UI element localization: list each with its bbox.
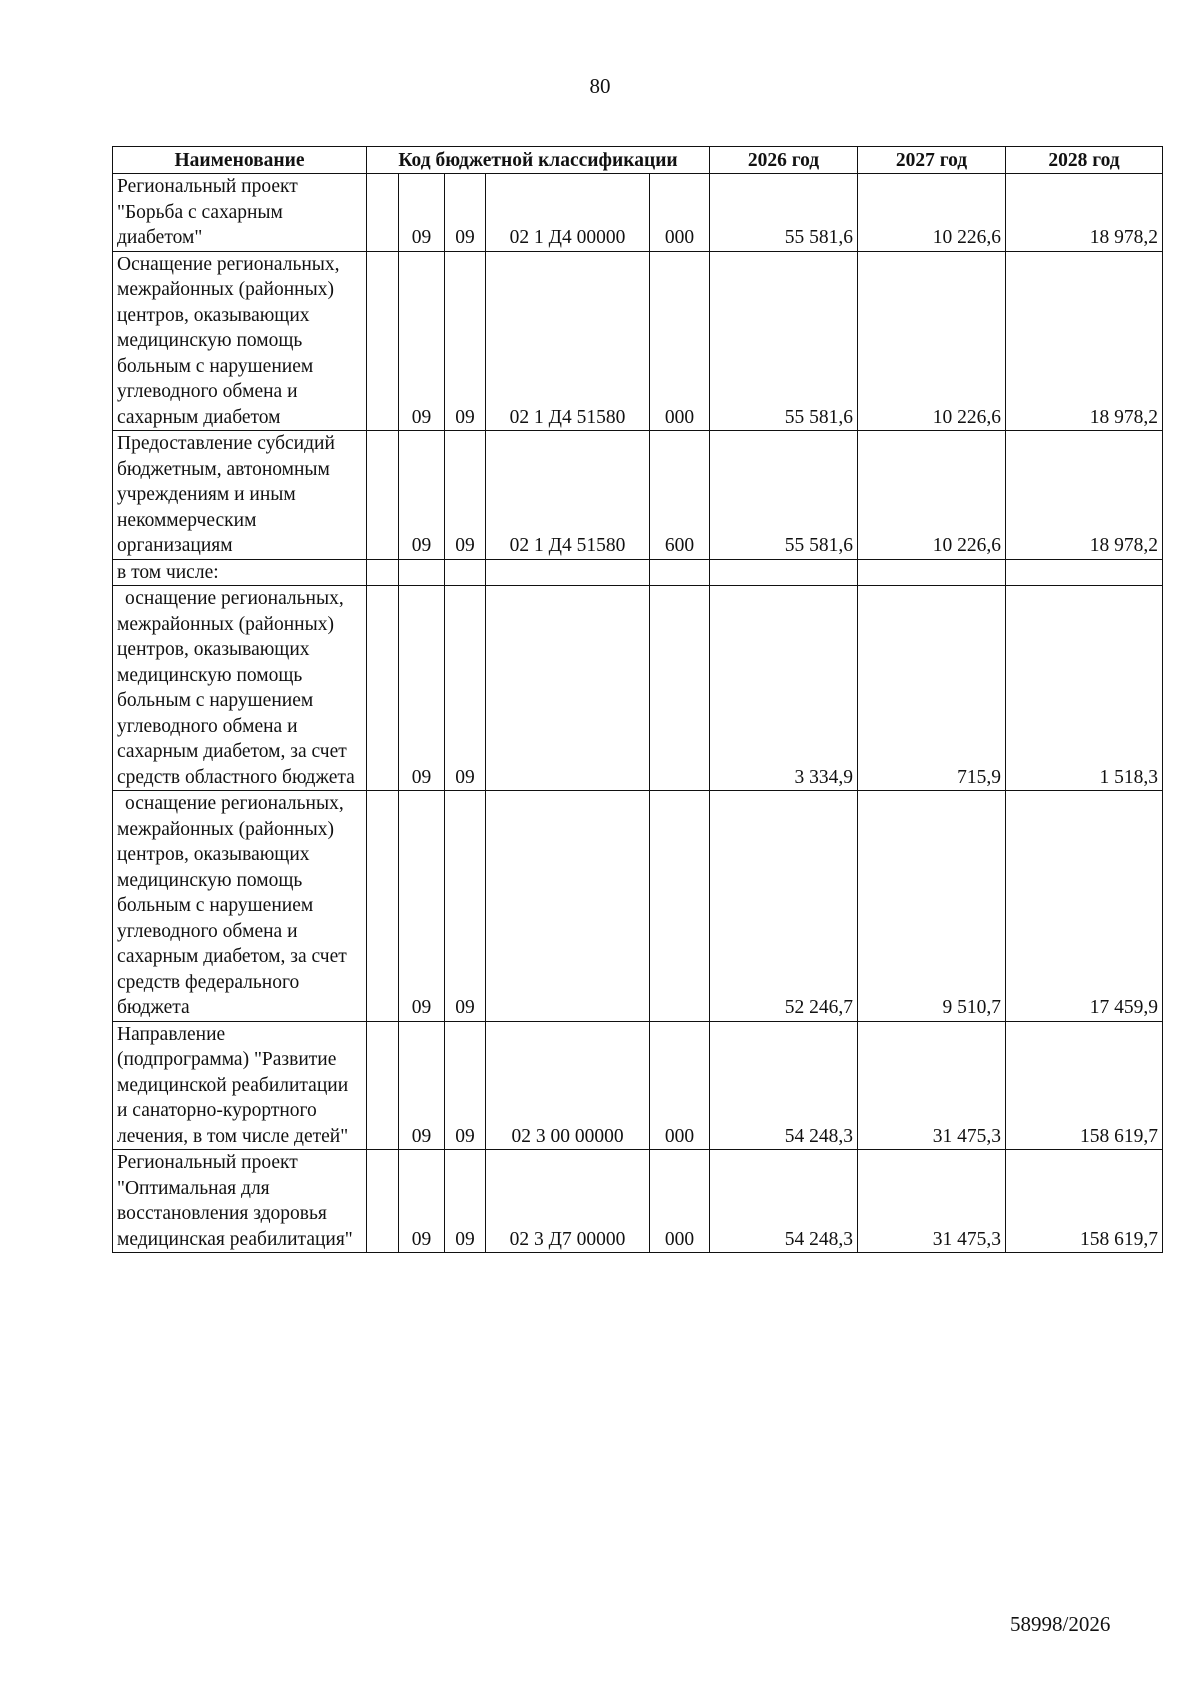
code-cell-1	[367, 174, 399, 252]
table-row	[113, 174, 1163, 252]
row-name-cell: оснащение региональных, межрайонных (районных) центров, оказывающих медицинскую помощь больным с нарушением углеводного обмена и сахарным диабетом, за счет средств областного бюджета	[113, 586, 367, 791]
code-cell-1	[367, 559, 399, 586]
code-cell-subsection: 09	[445, 1021, 486, 1150]
code-cell-target: 02 1 Д4 51580	[486, 431, 650, 560]
code-cell-section	[399, 559, 445, 586]
value-2026-cell	[710, 559, 858, 586]
table-row	[113, 791, 1163, 1022]
value-2028-cell: 18 978,2	[1006, 174, 1163, 252]
page-number: 80	[589, 74, 611, 98]
value-2028-cell: 17 459,9	[1006, 791, 1163, 1022]
code-cell-subsection: 09	[445, 1150, 486, 1253]
code-cell-expense-type	[650, 586, 710, 791]
value-2027-cell	[858, 559, 1006, 586]
code-cell-subsection: 09	[445, 791, 486, 1022]
code-cell-section: 09	[399, 1150, 445, 1253]
table-header-row	[113, 147, 1163, 174]
code-cell-subsection: 09	[445, 431, 486, 560]
header-code: Код бюджетной классификации	[367, 147, 710, 174]
code-cell-section: 09	[399, 791, 445, 1022]
code-cell-section: 09	[399, 586, 445, 791]
value-2028-cell: 18 978,2	[1006, 251, 1163, 431]
code-cell-section: 09	[399, 174, 445, 252]
code-cell-expense-type: 000	[650, 1021, 710, 1150]
code-cell-target: 02 1 Д4 00000	[486, 174, 650, 252]
code-cell-expense-type: 000	[650, 251, 710, 431]
table-row	[113, 251, 1163, 431]
code-cell-1	[367, 1021, 399, 1150]
row-name-cell: Направление (подпрограмма) "Развитие медицинской реабилитации и санаторно-курортного лечения, в том числе детей"	[113, 1021, 367, 1150]
value-2028-cell: 18 978,2	[1006, 431, 1163, 560]
code-cell-target	[486, 559, 650, 586]
row-name-cell: в том числе:	[113, 559, 367, 586]
code-cell-section: 09	[399, 1021, 445, 1150]
code-cell-expense-type	[650, 791, 710, 1022]
header-2028: 2028 год	[1006, 147, 1163, 174]
row-name-cell: Предоставление субсидий бюджетным, автономным учреждениям и иным некоммерческим организациям	[113, 431, 367, 560]
document-id: 58998/2026	[1010, 1612, 1111, 1636]
code-cell-target: 02 1 Д4 51580	[486, 251, 650, 431]
code-cell-target: 02 3 Д7 00000	[486, 1150, 650, 1253]
value-2028-cell	[1006, 559, 1163, 586]
code-cell-subsection: 09	[445, 586, 486, 791]
code-cell-1	[367, 251, 399, 431]
code-cell-expense-type: 000	[650, 1150, 710, 1253]
code-cell-1	[367, 586, 399, 791]
value-2028-cell: 158 619,7	[1006, 1150, 1163, 1253]
code-cell-expense-type: 600	[650, 431, 710, 560]
code-cell-subsection: 09	[445, 174, 486, 252]
code-cell-section: 09	[399, 431, 445, 560]
value-2028-cell: 158 619,7	[1006, 1021, 1163, 1150]
value-2027-cell: 715,9	[858, 586, 1006, 791]
value-2026-cell: 3 334,9	[710, 586, 858, 791]
table-row	[113, 559, 1163, 586]
value-2026-cell: 55 581,6	[710, 251, 858, 431]
code-cell-target	[486, 586, 650, 791]
value-2026-cell: 55 581,6	[710, 431, 858, 560]
table-row	[113, 1150, 1163, 1253]
value-2027-cell: 31 475,3	[858, 1021, 1006, 1150]
value-2027-cell: 31 475,3	[858, 1150, 1006, 1253]
value-2027-cell: 10 226,6	[858, 174, 1006, 252]
value-2027-cell: 9 510,7	[858, 791, 1006, 1022]
code-cell-subsection	[445, 559, 486, 586]
row-name-cell: оснащение региональных, межрайонных (районных) центров, оказывающих медицинскую помощь больным с нарушением углеводного обмена и сахарным диабетом, за счет средств федерального бюджета	[113, 791, 367, 1022]
code-cell-1	[367, 1150, 399, 1253]
code-cell-section: 09	[399, 251, 445, 431]
code-cell-target	[486, 791, 650, 1022]
code-cell-expense-type	[650, 559, 710, 586]
header-2026: 2026 год	[710, 147, 858, 174]
code-cell-1	[367, 791, 399, 1022]
header-name: Наименование	[113, 147, 367, 174]
value-2026-cell: 54 248,3	[710, 1021, 858, 1150]
value-2027-cell: 10 226,6	[858, 431, 1006, 560]
code-cell-1	[367, 431, 399, 560]
value-2026-cell: 54 248,3	[710, 1150, 858, 1253]
code-cell-target: 02 3 00 00000	[486, 1021, 650, 1150]
table-row	[113, 1021, 1163, 1150]
value-2026-cell: 52 246,7	[710, 791, 858, 1022]
code-cell-subsection: 09	[445, 251, 486, 431]
table-row	[113, 431, 1163, 560]
code-cell-expense-type: 000	[650, 174, 710, 252]
row-name-cell: Региональный проект "Оптимальная для восстановления здоровья медицинская реабилитация"	[113, 1150, 367, 1253]
value-2028-cell: 1 518,3	[1006, 586, 1163, 791]
budget-table	[112, 146, 1163, 1253]
table-row	[113, 586, 1163, 791]
header-2027: 2027 год	[858, 147, 1006, 174]
row-name-cell: Региональный проект "Борьба с сахарным диабетом"	[113, 174, 367, 252]
row-name-cell: Оснащение региональных, межрайонных (районных) центров, оказывающих медицинскую помощь больным с нарушением углеводного обмена и сахарным диабетом	[113, 251, 367, 431]
value-2026-cell: 55 581,6	[710, 174, 858, 252]
value-2027-cell: 10 226,6	[858, 251, 1006, 431]
